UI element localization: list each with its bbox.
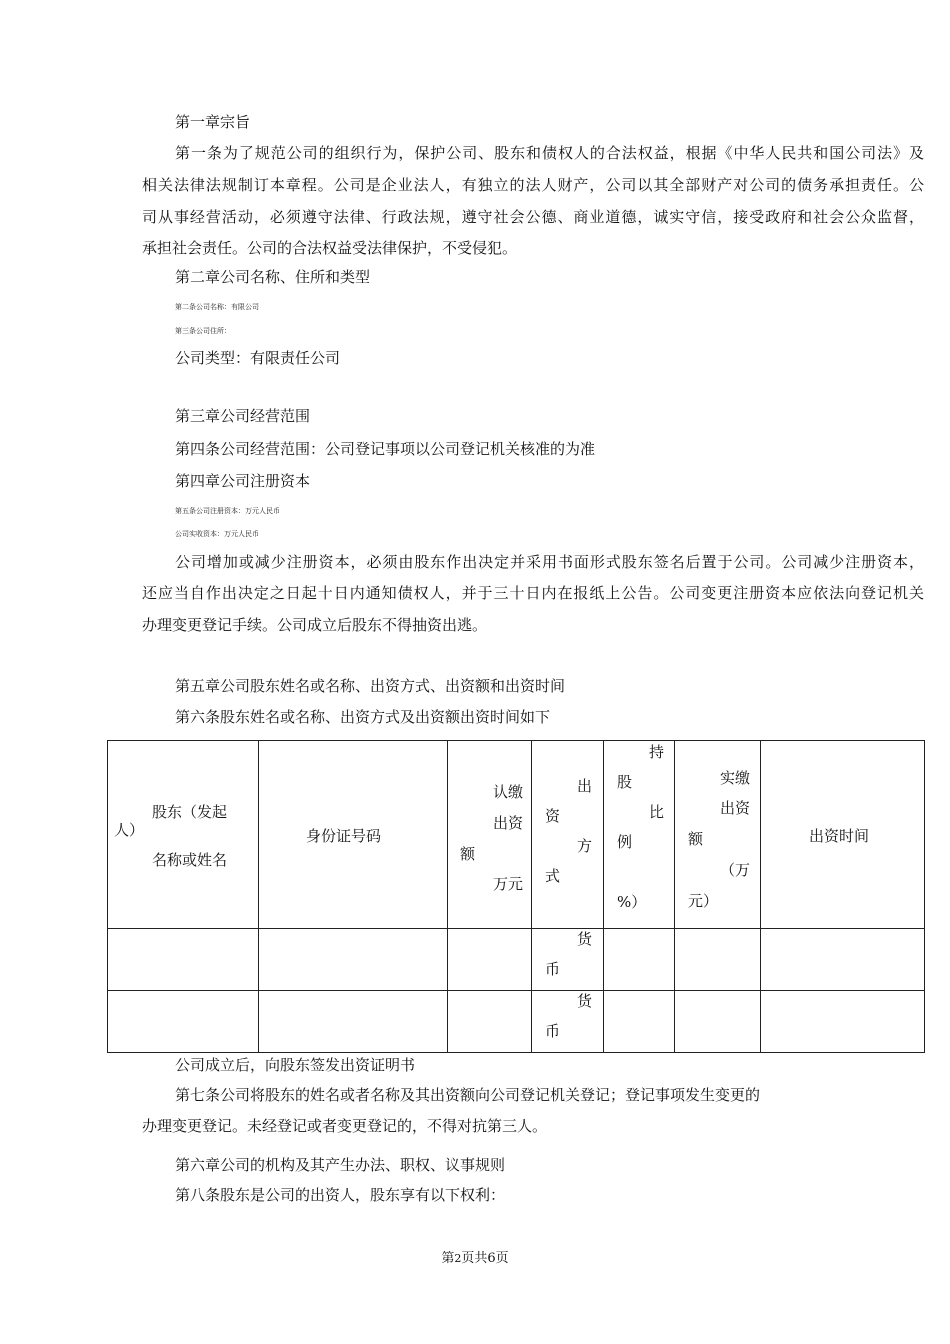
row2-method-char-1: 货 [577, 992, 593, 1010]
footer-middle: 页共 [461, 1251, 488, 1266]
header-ratio-char-3: 比 [649, 803, 665, 821]
header-paid-line-2: 出资 [720, 799, 751, 817]
header-id-number [259, 741, 448, 929]
header-method [532, 741, 604, 929]
row2-paid [675, 991, 761, 1053]
capital-change-line-3: 办理变更登记手续。公司成立后股东不得抽资出逃。 [142, 616, 488, 634]
footer-page-number: 2 [454, 1252, 462, 1265]
row2-time [761, 991, 925, 1053]
header-ratio-char-1: 持 [649, 743, 665, 761]
article1-line-2: 相关法律法规制订本章程。公司是企业法人，有独立的法人财产，公司以其全部财产对公司的债务承担责任。公 [142, 176, 924, 194]
header-ratio-char-2: 股 [617, 773, 633, 791]
table-header-row [108, 741, 925, 929]
header-subscribed [448, 741, 532, 929]
row2-id-number [259, 991, 448, 1053]
shareholder-contribution-table [107, 740, 925, 1053]
header-paid-line-1: 实缴 [720, 769, 751, 787]
row2-ratio [604, 991, 675, 1053]
article3-company-address: 第三条公司住所： [175, 327, 231, 335]
header-id-number-label: 身份证号码 [306, 827, 382, 845]
header-paid-line-5: 元） [688, 892, 719, 910]
chapter1-title: 第一章宗旨 [175, 113, 251, 131]
header-contribution-time-label: 出资时间 [809, 827, 870, 845]
article6: 第六条股东姓名或名称、出资方式及出资额出资时间如下 [175, 708, 551, 726]
chapter5-title: 第五章公司股东姓名或名称、出资方式、出资额和出资时间 [175, 677, 566, 695]
row1-subscribed [448, 929, 532, 991]
row1-method-char-1: 货 [577, 930, 593, 948]
row2-method [532, 991, 604, 1053]
header-ratio-char-5: %） [617, 893, 647, 911]
chapter2-title: 第二章公司名称、住所和类型 [175, 268, 371, 286]
header-paid-line-3: 额 [688, 830, 704, 848]
company-type: 公司类型：有限责任公司 [175, 349, 341, 367]
article7-line-1: 第七条公司将股东的姓名或者名称及其出资额向公司登记机关登记；登记事项发生变更的 [175, 1086, 761, 1104]
row1-time [761, 929, 925, 991]
footer-suffix: 页 [495, 1251, 509, 1266]
chapter6-title: 第六章公司的机构及其产生办法、职权、议事规则 [175, 1156, 506, 1174]
header-method-char-4: 式 [545, 867, 561, 885]
header-ratio [604, 741, 675, 929]
header-contribution-time [761, 741, 925, 929]
footer-total-pages: 6 [487, 1251, 496, 1266]
header-shareholder-line-1: 股东（发起 [152, 803, 228, 821]
article1-line-4: 承担社会责任。公司的合法权益受法律保护，不受侵犯。 [142, 239, 518, 257]
article1-line-1: 第一条为了规范公司的组织行为，保护公司、股东和债权人的合法权益，根据《中华人民共和国公司法》及 [175, 144, 924, 162]
contribution-certificate: 公司成立后，向股东签发出资证明书 [175, 1056, 416, 1074]
header-shareholder [108, 741, 259, 929]
row1-paid [675, 929, 761, 991]
article7-line-2: 办理变更登记。未经登记或者变更登记的，不得对抗第三人。 [142, 1117, 548, 1135]
header-paid-line-4: （万 [720, 861, 751, 879]
row1-id-number [259, 929, 448, 991]
header-method-char-2: 资 [545, 807, 561, 825]
header-ratio-char-4: 例 [617, 833, 633, 851]
row1-method [532, 929, 604, 991]
header-subscribed-line-4: 万元 [493, 875, 524, 893]
header-paid [675, 741, 761, 929]
row2-shareholder [108, 991, 259, 1053]
article5-registered-capital: 第五条公司注册资本：万元人民币 [175, 507, 280, 515]
header-subscribed-line-1: 认缴 [493, 783, 524, 801]
capital-change-line-2: 还应当自作出决定之日起十日内通知债权人，并于三十日内在报纸上公告。公司变更注册资本应依法向登记机关 [142, 584, 924, 602]
row2-method-char-2: 币 [545, 1022, 561, 1040]
header-shareholder-line-2: 人） [114, 821, 145, 839]
header-subscribed-line-2: 出资 [493, 814, 524, 832]
row2-subscribed [448, 991, 532, 1053]
header-subscribed-line-3: 额 [460, 845, 476, 863]
page-footer [0, 1247, 950, 1266]
capital-change-line-1: 公司增加或减少注册资本，必须由股东作出决定并采用书面形式股东签名后置于公司。公司减少注册资本， [175, 553, 924, 571]
chapter4-title: 第四章公司注册资本 [175, 472, 311, 490]
table-row [108, 991, 925, 1053]
chapter3-title: 第三章公司经营范围 [175, 407, 311, 425]
row1-shareholder [108, 929, 259, 991]
row1-method-char-2: 币 [545, 960, 561, 978]
article4-business-scope: 第四条公司经营范围：公司登记事项以公司登记机关核准的为准 [175, 440, 596, 458]
footer-prefix: 第 [441, 1251, 455, 1266]
header-shareholder-line-3: 名称或姓名 [152, 851, 228, 869]
header-method-char-3: 方 [577, 837, 593, 855]
table-row [108, 929, 925, 991]
article2-company-name: 第二条公司名称：有限公司 [175, 303, 259, 311]
header-method-char-1: 出 [577, 777, 593, 795]
paid-in-capital: 公司实收资本：万元人民币 [175, 530, 259, 538]
row1-ratio [604, 929, 675, 991]
article1-line-3: 司从事经营活动，必须遵守法律、行政法规，遵守社会公德、商业道德，诚实守信，接受政府和社会公众监督， [142, 208, 924, 226]
article8: 第八条股东是公司的出资人，股东享有以下权利： [175, 1186, 506, 1204]
